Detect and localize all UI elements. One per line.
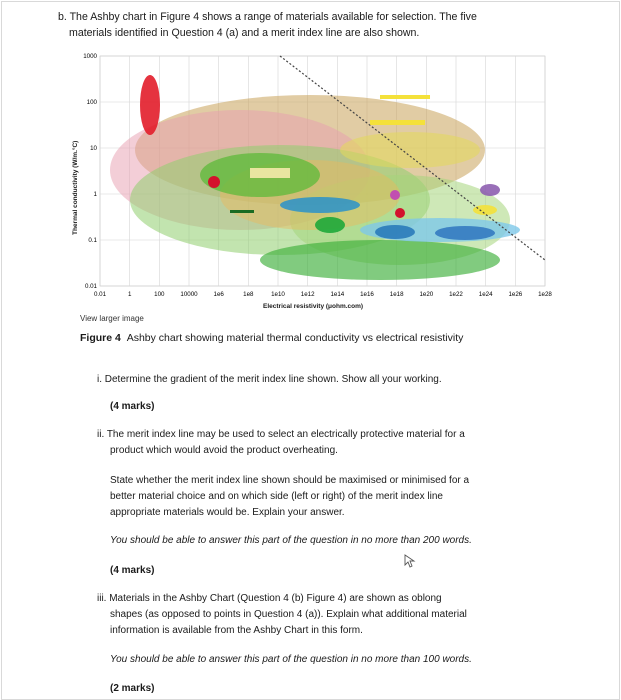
y-tick-label: 1000 <box>83 53 97 60</box>
y-tick-labels <box>83 53 97 290</box>
question-ii-line-1: ii. The merit index line may be used to select an electrically protective material for a <box>97 429 465 440</box>
y-axis-label: Thermal conductivity (W/m.°C) <box>72 140 79 235</box>
material-region <box>375 225 415 239</box>
x-tick-label: 1e18 <box>389 291 404 298</box>
question-iii-marks: (2 marks) <box>110 683 155 694</box>
x-tick-label: 10000 <box>180 291 198 298</box>
intro-line-1: b. The Ashby chart in Figure 4 shows a range of materials available for selection. The five <box>58 11 477 23</box>
x-tick-label: 1e20 <box>419 291 434 298</box>
figure-label: Figure 4 <box>80 332 121 344</box>
question-ii-marks: (4 marks) <box>110 565 155 576</box>
material-region <box>315 217 345 233</box>
question-iii-line-1: iii. Materials in the Ashby Chart (Question 4 (b) Figure 4) are shown as oblong <box>97 593 442 604</box>
question-i: i. Determine the gradient of the merit index line shown. Show all your working. <box>97 374 442 385</box>
material-region <box>435 226 495 240</box>
y-tick-label: 0.1 <box>88 237 97 244</box>
intro-text <box>58 9 578 41</box>
y-tick-label: 1 <box>93 191 97 198</box>
question-iii-line-2: shapes (as opposed to points in Question 4 (a)). Explain what additional material <box>110 609 467 620</box>
material-bar <box>230 210 254 213</box>
x-tick-label: 100 <box>154 291 165 298</box>
view-larger-link[interactable]: View larger image <box>80 314 144 323</box>
mouse-cursor-icon <box>404 554 416 568</box>
x-tick-label: 1e26 <box>508 291 523 298</box>
material-region <box>140 75 160 135</box>
x-tick-label: 0.01 <box>93 291 107 298</box>
material-bar <box>380 95 430 99</box>
x-tick-label: 1e24 <box>478 291 493 298</box>
y-tick-label: 0.01 <box>84 283 97 290</box>
question-ii-para-2: better material choice and on which side (left or right) of the merit index line <box>110 491 443 502</box>
question-ii-word-limit: You should be able to answer this part of the question in no more than 200 words. <box>110 535 472 546</box>
figure-caption-text: Ashby chart showing material thermal conductivity vs electrical resistivity <box>126 332 464 344</box>
x-axis-label: Electrical resistivity (μohm.com) <box>263 303 364 310</box>
x-tick-label: 1 <box>127 291 132 298</box>
x-tick-labels <box>94 291 552 298</box>
x-tick-label: 1e28 <box>538 291 552 298</box>
question-ii-para-3: appropriate materials would be. Explain your answer. <box>110 507 345 518</box>
question-ii-para-1: State whether the merit index line shown should be maximised or minimised for a <box>110 475 470 486</box>
material-point <box>208 176 220 188</box>
material-region <box>280 197 360 213</box>
material-region <box>260 240 500 280</box>
x-tick-label: 1e16 <box>360 291 374 298</box>
material-point <box>395 208 405 218</box>
material-bar <box>370 120 425 125</box>
material-bar <box>250 168 290 178</box>
material-point <box>390 190 400 200</box>
question-ii-line-2: product which would avoid the product overheating. <box>110 445 338 456</box>
y-tick-label: 10 <box>90 145 97 152</box>
intro-line-2: materials identified in Question 4 (a) and a merit index line are also shown. <box>69 27 420 39</box>
x-tick-label: 1e22 <box>449 291 463 298</box>
figure-caption <box>80 332 463 344</box>
question-i-marks: (4 marks) <box>110 401 155 412</box>
material-region <box>480 184 500 196</box>
x-tick-label: 1e12 <box>300 291 315 298</box>
ashby-chart <box>80 50 550 320</box>
question-iii-word-limit: You should be able to answer this part of the question in no more than 100 words. <box>110 654 472 665</box>
x-tick-label: 1e14 <box>330 291 345 298</box>
question-iii-line-3: information is available from the Ashby Chart in this form. <box>110 625 363 636</box>
material-region <box>340 132 480 168</box>
material-region <box>473 205 497 215</box>
x-tick-label: 1e6 <box>213 291 224 298</box>
x-tick-label: 1e10 <box>271 291 285 298</box>
x-tick-label: 1e8 <box>243 291 254 298</box>
y-tick-label: 100 <box>86 99 97 106</box>
